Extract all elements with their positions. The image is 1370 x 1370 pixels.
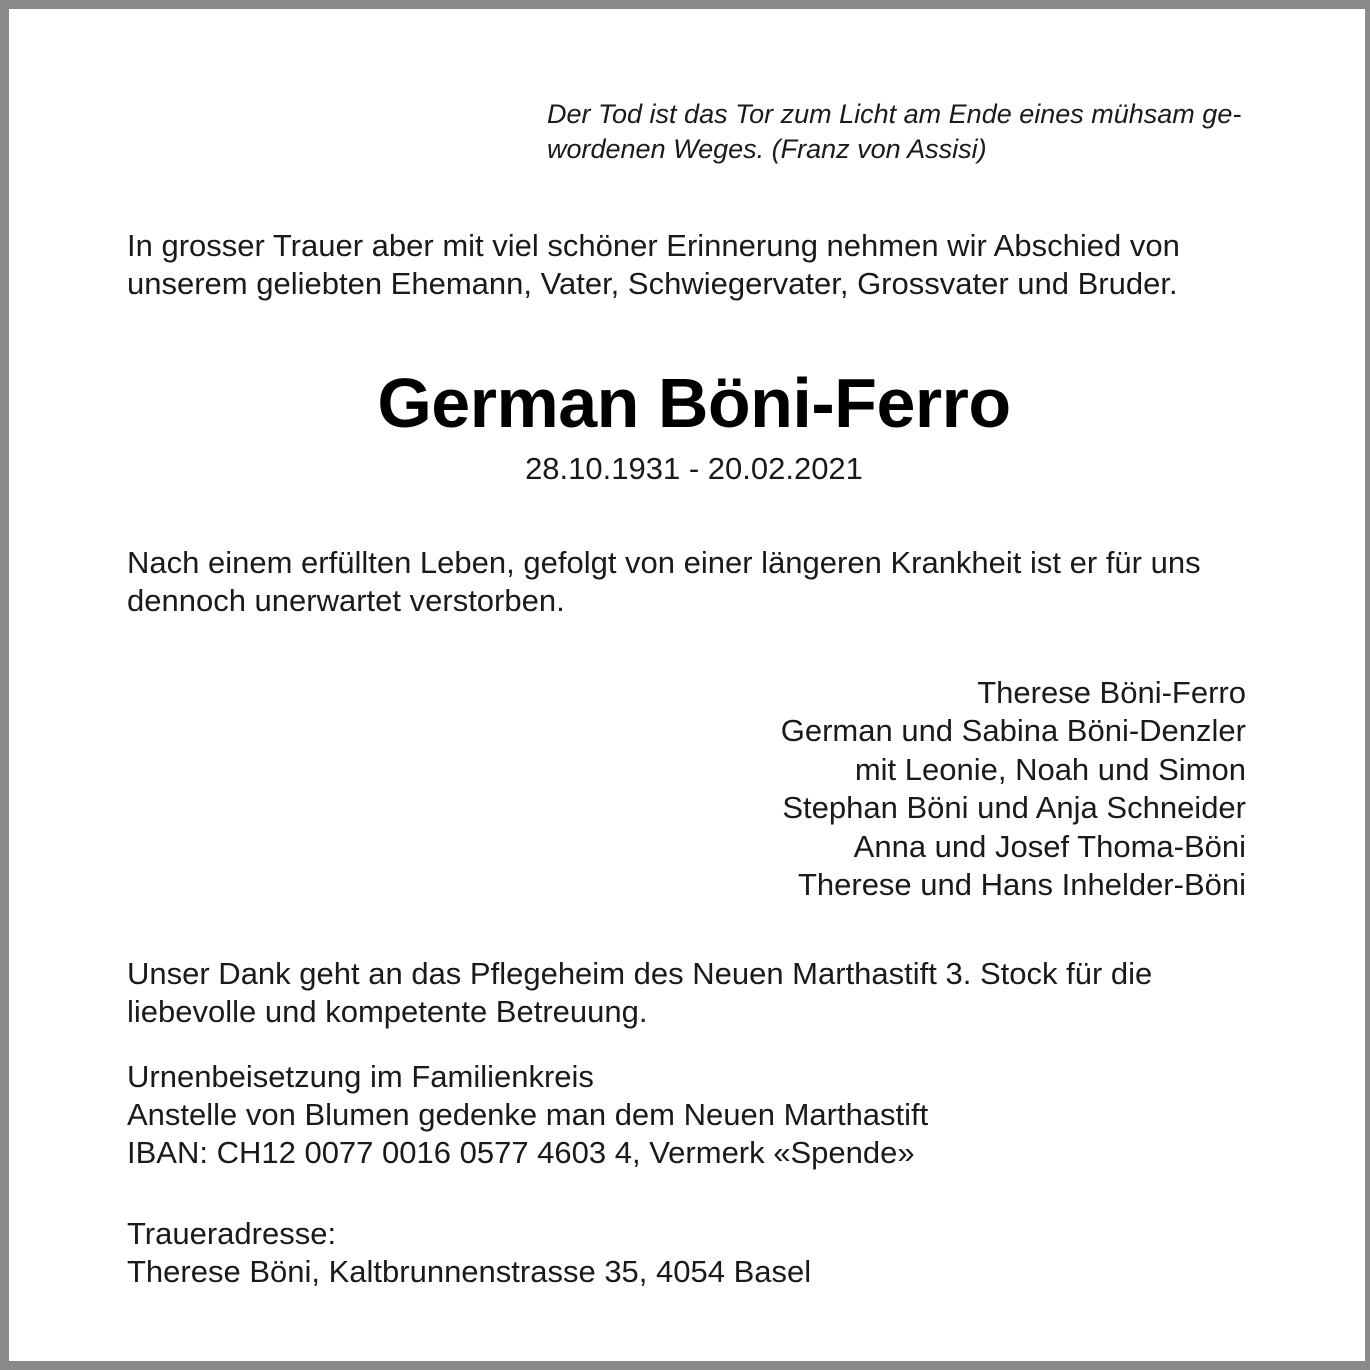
statement-line: dennoch unerwartet verstorben. [127, 583, 565, 618]
quote-line: Der Tod ist das Tor zum Licht am Ende eines mühsam ge- [547, 99, 1242, 129]
address-value: Therese Böni, Kaltbrunnenstrasse 35, 4054 Basel [127, 1254, 812, 1289]
family-member: German und Sabina Böni-Denzler [780, 713, 1246, 749]
family-member: Therese Böni-Ferro [977, 675, 1246, 710]
deceased-name: German Böni-Ferro [377, 364, 1011, 442]
family-member: Stephan Böni und Anja Schneider [782, 790, 1246, 826]
thanks-line: liebevolle und kompetente Betreuung. [127, 994, 648, 1029]
family-list [781, 674, 1246, 904]
thanks-text [127, 955, 1152, 1031]
mourning-address [127, 1215, 811, 1291]
life-dates: 28.10.1931 - 20.02.2021 [525, 451, 863, 486]
intro-line: In grosser Trauer aber mit viel schöner Erinnerung nehmen wir Abschied von [127, 228, 1180, 263]
intro-line: unserem geliebten Ehemann, Vater, Schwiegervater, Grossvater und Bruder. [127, 266, 1178, 301]
family-member: Anna und Josef Thoma-Böni [853, 828, 1246, 864]
quote [547, 97, 1241, 167]
statement-line: Nach einem erfüllten Leben, gefolgt von einer längeren Krankheit ist er für uns [127, 545, 1201, 580]
service-text [127, 1058, 928, 1172]
family-member: mit Leonie, Noah und Simon [854, 751, 1246, 787]
service-line: Urnenbeisetzung im Familienkreis [127, 1059, 594, 1094]
intro-text [127, 227, 1180, 303]
statement-text [127, 544, 1201, 620]
address-label: Traueradresse: [127, 1216, 337, 1251]
family-member: Therese und Hans Inhelder-Böni [797, 867, 1246, 903]
quote-line: wordenen Weges. (Franz von Assisi) [547, 134, 987, 164]
thanks-line: Unser Dank geht an das Pflegeheim des Neuen Marthastift 3. Stock für die [127, 956, 1153, 991]
iban-line: IBAN: CH12 0077 0016 0577 4603 4, Vermerk «Spende» [127, 1135, 915, 1170]
service-line: Anstelle von Blumen gedenke man dem Neuen Marthastift [127, 1097, 929, 1132]
